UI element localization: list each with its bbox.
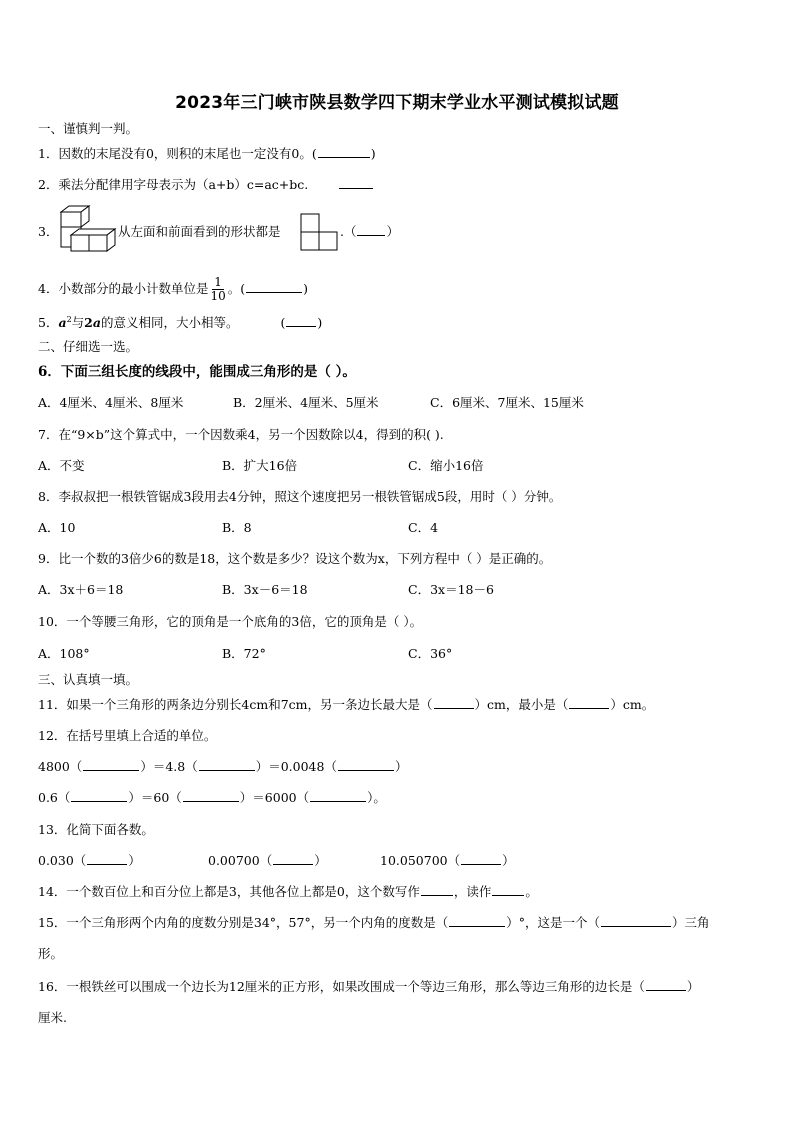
question-11-text: 11．如果一个三角形的两条边分别长4cm和7cm，另一条边长最大是（ bbox=[38, 697, 433, 712]
question-6: 6．下面三组长度的线段中，能围成三角形的是（ ）。 bbox=[38, 364, 356, 380]
answer-blank[interactable] bbox=[449, 915, 505, 927]
answer-blank[interactable] bbox=[569, 697, 609, 709]
answer-blank[interactable] bbox=[601, 915, 671, 927]
question-3-body bbox=[118, 224, 281, 240]
answer-blank[interactable] bbox=[246, 281, 302, 293]
question-13: 13．化简下面各数。 bbox=[38, 822, 154, 837]
question-3-end bbox=[340, 224, 399, 240]
question-14-mid: ，读作 bbox=[453, 884, 492, 899]
question-16-close: ） bbox=[686, 979, 700, 994]
question-8-option-c[interactable]: C．4 bbox=[408, 520, 439, 535]
section-heading-2: 二、仔细选一选。 bbox=[38, 339, 139, 354]
question-3-number: 3． bbox=[38, 224, 59, 239]
question-10: 10．一个等腰三角形，它的顶角是一个底角的3倍，它的顶角是（ ）。 bbox=[38, 614, 423, 629]
question-9-option-c[interactable]: C．3x＝18－6 bbox=[408, 582, 494, 597]
question-9: 9．比一个数的3倍少6的数是18，这个数是多少？设这个数为x，下列方程中（ ）是正确的。 bbox=[38, 551, 552, 566]
view-shape-figure bbox=[300, 213, 340, 251]
question-16-text: 16．一根铁丝可以围成一个边长为12厘米的正方形，如果改围成一个等边三角形，那么等边三角形的边长是（ bbox=[38, 979, 645, 994]
question-15 bbox=[38, 915, 710, 931]
question-3 bbox=[38, 224, 58, 240]
question-16-continued: 厘米. bbox=[38, 1010, 67, 1025]
question-3-close: ） bbox=[386, 224, 399, 239]
coefficient: 2 bbox=[84, 315, 93, 331]
q13-a-text: 0.030（ bbox=[38, 853, 87, 868]
page-title: 2023年三门峡市陕县数学四下期末学业水平测试模拟试题 bbox=[175, 93, 619, 113]
q12-r1-b: ）＝4.8（ bbox=[140, 759, 198, 774]
q13-c-close: ） bbox=[502, 853, 515, 868]
question-2-text: 2．乘法分配律用字母表示为（a+b）c=ac+bc. bbox=[38, 177, 309, 192]
answer-blank[interactable] bbox=[310, 790, 366, 802]
question-7: 7．在“9×b”这个算式中，一个因数乘4，另一个因数除以4，得到的积( ). bbox=[38, 427, 444, 442]
answer-blank[interactable] bbox=[71, 790, 127, 802]
question-11 bbox=[38, 697, 654, 713]
question-9-option-b[interactable]: B．3x－6＝18 bbox=[222, 582, 308, 597]
fraction bbox=[210, 276, 225, 303]
answer-blank[interactable] bbox=[286, 315, 316, 327]
question-13-item-a bbox=[38, 853, 141, 869]
answer-blank[interactable] bbox=[461, 853, 501, 865]
answer-blank[interactable] bbox=[357, 224, 385, 236]
question-7-option-c[interactable]: C．缩小16倍 bbox=[408, 458, 484, 473]
answer-blank[interactable] bbox=[87, 853, 127, 865]
question-16 bbox=[38, 979, 699, 995]
question-15-mid: ）°，这是一个（ bbox=[506, 915, 600, 930]
question-4-text: 4．小数部分的最小计数单位是 bbox=[38, 281, 209, 296]
question-6-option-b[interactable]: B．2厘米、4厘米、5厘米 bbox=[233, 395, 379, 410]
q12-r1-d: ） bbox=[394, 759, 408, 774]
q12-r2-d: ）。 bbox=[367, 790, 386, 805]
question-5 bbox=[38, 312, 322, 331]
question-15-continued: 形。 bbox=[38, 946, 64, 961]
q13-b-close: ） bbox=[314, 853, 327, 868]
question-8-option-a[interactable]: A．10 bbox=[38, 520, 76, 535]
q13-a-close: ） bbox=[128, 853, 141, 868]
question-5-mid: 与 bbox=[71, 315, 85, 331]
question-13-item-b bbox=[208, 853, 327, 869]
question-15-end: ）三角 bbox=[671, 915, 710, 930]
question-3-open: .（ bbox=[340, 224, 357, 239]
section-heading-3: 三、认真填一填。 bbox=[38, 672, 139, 687]
answer-blank[interactable] bbox=[421, 884, 453, 896]
question-2 bbox=[38, 177, 374, 193]
q12-r2-a: 0.6（ bbox=[38, 790, 71, 805]
question-11-mid: ）cm，最小是（ bbox=[474, 697, 569, 712]
question-8-option-b[interactable]: B．8 bbox=[222, 520, 252, 535]
q12-r1-c: ）＝0.0048（ bbox=[255, 759, 337, 774]
question-7-option-b[interactable]: B．扩大16倍 bbox=[222, 458, 298, 473]
q13-b-text: 0.00700（ bbox=[208, 853, 273, 868]
question-8: 8．李叔叔把一根铁管锯成3段用去4分钟，照这个速度把另一根铁管锯成5段，用时（ ）分钟。 bbox=[38, 489, 562, 504]
section-heading-1: 一、谨慎判一判。 bbox=[38, 121, 139, 136]
question-10-option-a[interactable]: A．108° bbox=[38, 646, 90, 661]
question-6-option-c[interactable]: C．6厘米、7厘米、15厘米 bbox=[430, 395, 584, 410]
question-6-option-a[interactable]: A．4厘米、4厘米、8厘米 bbox=[38, 395, 184, 410]
question-12-row-2 bbox=[38, 790, 386, 806]
answer-blank[interactable] bbox=[199, 759, 255, 771]
fraction-denominator: 10 bbox=[210, 289, 226, 303]
variable-a: a bbox=[92, 315, 101, 331]
answer-blank[interactable] bbox=[318, 146, 370, 158]
variable-a: a bbox=[58, 315, 67, 331]
question-1-text: 1．因数的末尾没有0，则积的末尾也一定没有0。( bbox=[38, 146, 317, 161]
answer-blank[interactable] bbox=[183, 790, 239, 802]
answer-blank[interactable] bbox=[83, 759, 139, 771]
exponent: 2 bbox=[66, 315, 72, 324]
question-1-close: ) bbox=[370, 146, 376, 161]
question-12-row-1 bbox=[38, 759, 407, 775]
answer-blank[interactable] bbox=[339, 177, 373, 189]
question-15-text: 15．一个三角形两个内角的度数分别是34°，57°，另一个内角的度数是（ bbox=[38, 915, 449, 930]
question-11-end: ）cm。 bbox=[610, 697, 655, 712]
question-13-item-c bbox=[380, 853, 515, 869]
q12-r1-a: 4800（ bbox=[38, 759, 83, 774]
q12-r2-c: ）＝6000（ bbox=[239, 790, 310, 805]
question-1 bbox=[38, 146, 376, 162]
q12-r2-b: ）＝60（ bbox=[128, 790, 182, 805]
question-4-close: ) bbox=[303, 281, 309, 296]
cube-stack-figure bbox=[57, 204, 119, 252]
answer-blank[interactable] bbox=[273, 853, 313, 865]
question-3-text: 从左面和前面看到的形状都是 bbox=[118, 224, 281, 239]
answer-blank[interactable] bbox=[492, 884, 524, 896]
question-10-option-b[interactable]: B．72° bbox=[222, 646, 266, 661]
question-5-number: 5． bbox=[38, 315, 59, 331]
question-7-option-a[interactable]: A．不变 bbox=[38, 458, 85, 473]
question-12: 12．在括号里填上合适的单位。 bbox=[38, 728, 217, 743]
question-5-close: ) bbox=[317, 315, 323, 331]
answer-blank[interactable] bbox=[338, 759, 394, 771]
q13-c-text: 10.050700（ bbox=[380, 853, 461, 868]
question-4 bbox=[38, 276, 308, 303]
question-10-option-c[interactable]: C．36° bbox=[408, 646, 453, 661]
question-9-option-a[interactable]: A．3x＋6＝18 bbox=[38, 582, 124, 597]
question-14 bbox=[38, 884, 538, 900]
question-5-text: 的意义相同，大小相等。 bbox=[100, 315, 239, 331]
question-4-open: 。( bbox=[227, 281, 246, 296]
question-14-text: 14．一个数百位上和百分位上都是3，其他各位上都是0，这个数写作 bbox=[38, 884, 420, 899]
answer-blank[interactable] bbox=[646, 979, 686, 991]
fraction-numerator: 1 bbox=[214, 275, 222, 289]
question-5-open: ( bbox=[280, 315, 286, 331]
question-14-end: 。 bbox=[525, 884, 538, 899]
answer-blank[interactable] bbox=[434, 697, 474, 709]
